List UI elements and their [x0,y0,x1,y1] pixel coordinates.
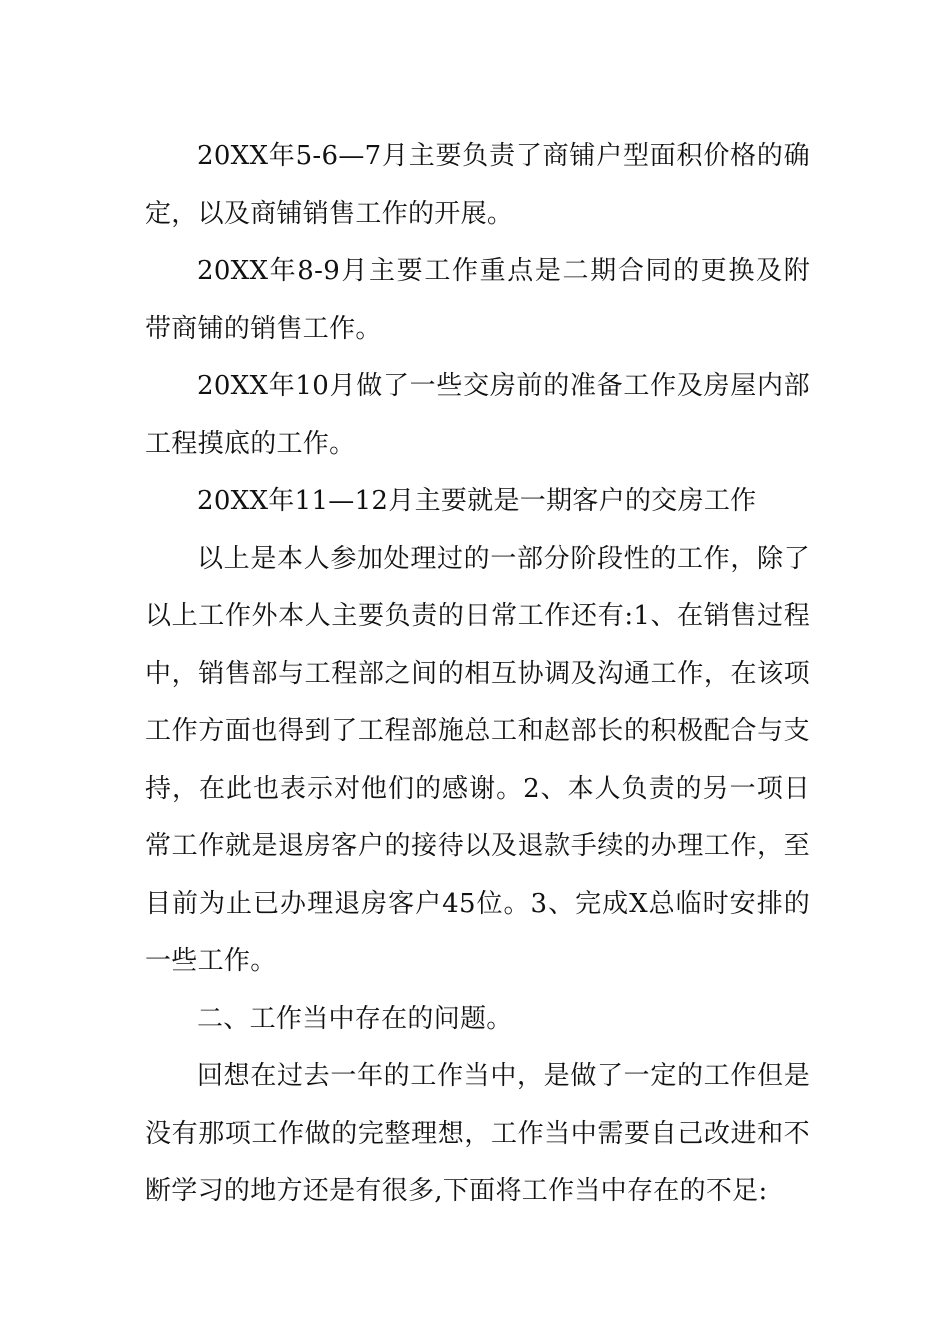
paragraph-5: 以上是本人参加处理过的一部分阶段性的工作，除了以上工作外本人主要负责的日常工作还有:1、在销售过程中，销售部与工程部之间的相互协调及沟通工作，在该项工作方面也得到了工程部施总工和赵部长的积极配合与支持，在此也表示对他们的感谢。2、本人负责的另一项日常工作就是退房客户的接待以及退款手续的办理工作，至目前为止已办理退房客户45位。3、完成X总临时安排的一些工作。 [145,543,810,976]
paragraph-2: 20XX年8-9月主要工作重点是二期合同的更换及附带商铺的销售工作。 [145,256,810,344]
paragraph-4: 20XX年11—12月主要就是一期客户的交房工作 [197,486,757,516]
paragraph-1: 20XX年5-6—7月主要负责了商铺户型面积价格的确定，以及商铺销售工作的开展。 [145,141,810,229]
paragraph-3: 20XX年10月做了一些交房前的准备工作及房屋内部工程摸底的工作。 [145,371,810,459]
section-heading: 二、工作当中存在的问题。 [197,1003,513,1034]
paragraph-7: 回想在过去一年的工作当中，是做了一定的工作但是没有那项工作做的完整理想，工作当中需要自己改进和不断学习的地方还是有很多,下面将工作当中存在的不足: [145,1061,810,1206]
document-body [145,128,810,1221]
